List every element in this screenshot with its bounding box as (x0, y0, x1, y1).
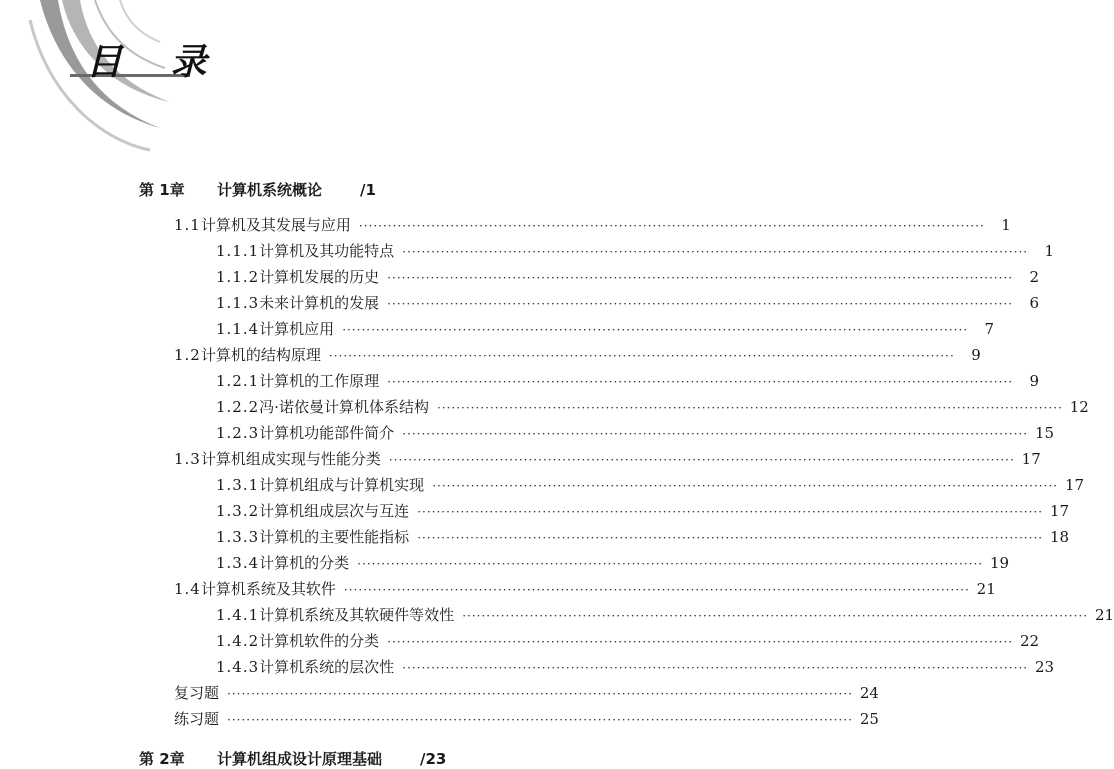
toc-entry-number: 1.3.2 (216, 502, 260, 520)
dot-leader (342, 323, 968, 337)
toc-entry-page: 6 (1029, 294, 1040, 312)
toc-entry-number: 1.3 (174, 450, 201, 468)
toc-entry-page: 12 (1069, 398, 1089, 416)
toc-entry-number: 1.4.1 (216, 606, 260, 624)
toc-entry-page: 17 (1049, 502, 1070, 520)
toc-entry-number: 1.2 (174, 346, 201, 364)
dot-leader (417, 531, 1043, 545)
toc-entry[interactable] (216, 474, 1085, 496)
dot-leader (417, 505, 1043, 519)
toc-entry[interactable] (216, 604, 1114, 626)
toc-entry-number: 1.3.1 (216, 476, 260, 494)
toc-entry-page: 24 (859, 684, 879, 702)
toc-entry[interactable] (174, 578, 996, 600)
toc-entry[interactable] (174, 448, 1041, 470)
page-title: 目 录 (86, 42, 225, 83)
chapter-page: /23 (420, 750, 447, 768)
toc-entry-title: 冯·诺依曼计算机体系结构 (259, 398, 429, 416)
chapter-heading (139, 179, 376, 200)
toc-entry-number: 1.1.3 (216, 294, 260, 312)
toc-entry[interactable] (174, 708, 879, 730)
toc-entry-page: 21 (976, 580, 996, 598)
dot-leader (227, 687, 853, 701)
toc-entry[interactable] (216, 526, 1070, 548)
dot-leader (357, 557, 983, 571)
toc-entry-title: 计算机的结构原理 (200, 346, 321, 364)
chapter-title: 计算机系统概论 (217, 181, 323, 199)
toc-entry[interactable] (216, 240, 1055, 262)
toc-entry-page: 21 (1094, 606, 1114, 624)
dot-leader (402, 245, 1028, 259)
chapter-title: 计算机组成设计原理基础 (217, 750, 383, 768)
toc-entry-page: 1 (1044, 242, 1055, 260)
toc-entry-page: 18 (1049, 528, 1070, 546)
toc-entry-title: 练习题 (174, 710, 220, 728)
dot-leader (432, 479, 1058, 493)
toc-entry-page: 7 (984, 320, 995, 338)
toc-entry[interactable] (216, 396, 1089, 418)
toc-entry-number: 1.1.1 (216, 242, 260, 260)
chapter-number: 第 2章 (139, 750, 185, 768)
dot-leader (329, 349, 955, 363)
toc-entry-title: 复习题 (174, 684, 220, 702)
toc-entry[interactable] (174, 214, 1011, 236)
toc-entry-title: 计算机功能部件简介 (259, 424, 395, 442)
dot-leader (402, 427, 1028, 441)
toc-entry[interactable] (216, 552, 1010, 574)
toc-entry[interactable] (216, 292, 1040, 314)
toc-entry-title: 计算机的主要性能指标 (259, 528, 410, 546)
toc-entry-page: 9 (1029, 372, 1040, 390)
toc-entry[interactable] (216, 266, 1040, 288)
toc-entry[interactable] (216, 500, 1070, 522)
toc-entry-page: 17 (1021, 450, 1041, 468)
toc-entry-number: 1.2.2 (216, 398, 260, 416)
toc-entry-number: 1.1.2 (216, 268, 260, 286)
toc-entry-number: 1.3.4 (216, 554, 260, 572)
dot-leader (462, 609, 1088, 623)
toc-entry-number: 1.4 (174, 580, 201, 598)
toc-entry[interactable] (216, 422, 1055, 444)
dot-leader (387, 271, 1013, 285)
chapter-number: 第 1章 (139, 181, 185, 199)
toc-entry-title: 计算机组成与计算机实现 (259, 476, 425, 494)
toc-entry-title: 计算机应用 (259, 320, 335, 338)
toc-entry-number: 1.2.3 (216, 424, 260, 442)
toc-entry-page: 25 (859, 710, 879, 728)
toc-entry-number: 1.4.3 (216, 658, 260, 676)
dot-leader (387, 297, 1013, 311)
toc-entry[interactable] (216, 318, 995, 340)
decorative-swoosh-graphic (0, 0, 260, 170)
toc-entry-title: 计算机组成实现与性能分类 (200, 450, 381, 468)
toc-entry-title: 计算机系统及其软件 (200, 580, 336, 598)
toc-entry-page: 19 (989, 554, 1010, 572)
toc-entry-page: 17 (1064, 476, 1085, 494)
toc-entry-page: 22 (1019, 632, 1040, 650)
toc-entry-title: 计算机及其功能特点 (259, 242, 395, 260)
toc-entry-title: 计算机软件的分类 (259, 632, 380, 650)
toc-entry-number: 1.3.3 (216, 528, 260, 546)
toc-entry[interactable] (216, 656, 1055, 678)
dot-leader (387, 375, 1013, 389)
chapter-heading (139, 748, 446, 769)
toc-entry-title: 计算机的分类 (259, 554, 350, 572)
dot-leader (344, 583, 970, 597)
toc-entry-page: 2 (1029, 268, 1040, 286)
toc-entry-title: 计算机及其发展与应用 (200, 216, 351, 234)
toc-entry-title: 计算机系统及其软硬件等效性 (259, 606, 455, 624)
toc-entry-page: 15 (1034, 424, 1055, 442)
dot-leader (227, 713, 853, 727)
toc-entry-number: 1.4.2 (216, 632, 260, 650)
toc-entry[interactable] (174, 682, 879, 704)
toc-entry[interactable] (174, 344, 981, 366)
toc-entry-page: 23 (1034, 658, 1055, 676)
toc-entry-page: 9 (971, 346, 981, 364)
toc-entry-title: 计算机发展的历史 (259, 268, 380, 286)
toc-entry[interactable] (216, 370, 1040, 392)
dot-leader (359, 219, 985, 233)
dot-leader (387, 635, 1013, 649)
toc-entry-number: 1.1 (174, 216, 201, 234)
toc-entry[interactable] (216, 630, 1040, 652)
toc-entry-title: 计算机组成层次与互连 (259, 502, 410, 520)
dot-leader (389, 453, 1015, 467)
toc-entry-title: 未来计算机的发展 (259, 294, 380, 312)
toc-entry-title: 计算机的工作原理 (259, 372, 380, 390)
dot-leader (437, 401, 1063, 415)
toc-entry-title: 计算机系统的层次性 (259, 658, 395, 676)
toc-entry-page: 1 (1001, 216, 1011, 234)
dot-leader (402, 661, 1028, 675)
toc-entry-number: 1.1.4 (216, 320, 260, 338)
chapter-page: /1 (360, 181, 376, 199)
toc-entry-number: 1.2.1 (216, 372, 260, 390)
